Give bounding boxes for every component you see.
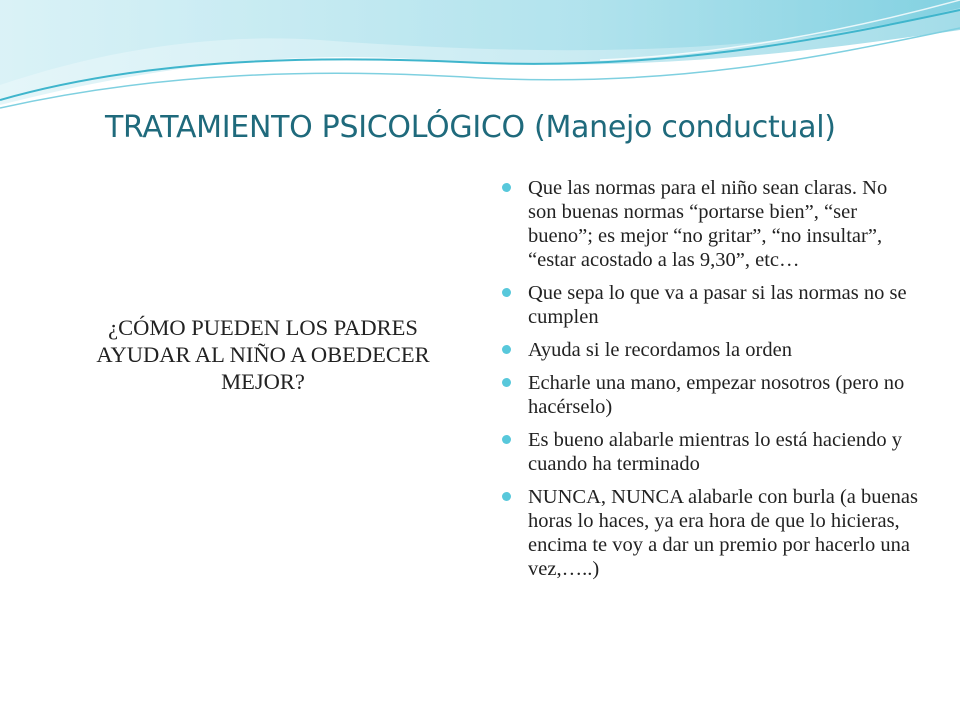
bullet-text: Que las normas para el niño sean claras. No son buenas normas “portarse bien”, “ser bueno”; es mejor “no gritar”, “no insultar”, “estar acostado a las 9,30”, etc… <box>528 177 888 271</box>
bullet-item <box>500 281 920 329</box>
bullet-list <box>500 176 920 590</box>
bullet-text: Que sepa lo que va a pasar si las normas no se cumplen <box>528 282 907 328</box>
bullet-text: Echarle una mano, empezar nosotros (pero no hacérselo) <box>528 372 905 418</box>
bullet-dot-icon <box>502 345 511 354</box>
bullet-dot-icon <box>502 435 511 444</box>
bullet-item <box>500 428 920 476</box>
bullet-text: NUNCA, NUNCA alabarle con burla (a buenas horas lo haces, ya era hora de que lo hicieras, encima te voy a dar un premio por hacerlo una vez,…..) <box>528 486 918 580</box>
bullet-text: Ayuda si le recordamos la orden <box>528 339 792 361</box>
bullet-dot-icon <box>502 288 511 297</box>
bullet-item <box>500 176 920 272</box>
bullet-dot-icon <box>502 492 511 501</box>
bullet-dot-icon <box>502 378 511 387</box>
bullet-dot-icon <box>502 183 511 192</box>
bullet-item <box>500 371 920 419</box>
bullet-text: Es bueno alabarle mientras lo está haciendo y cuando ha terminado <box>528 429 902 475</box>
question-text: ¿CÓMO PUEDEN LOS PADRES AYUDAR AL NIÑO A OBEDECER MEJOR? <box>96 315 430 394</box>
bullet-item <box>500 485 920 581</box>
bullet-item <box>500 338 920 362</box>
slide-title: TRATAMIENTO PSICOLÓGICO (Manejo conductual) <box>105 110 836 145</box>
